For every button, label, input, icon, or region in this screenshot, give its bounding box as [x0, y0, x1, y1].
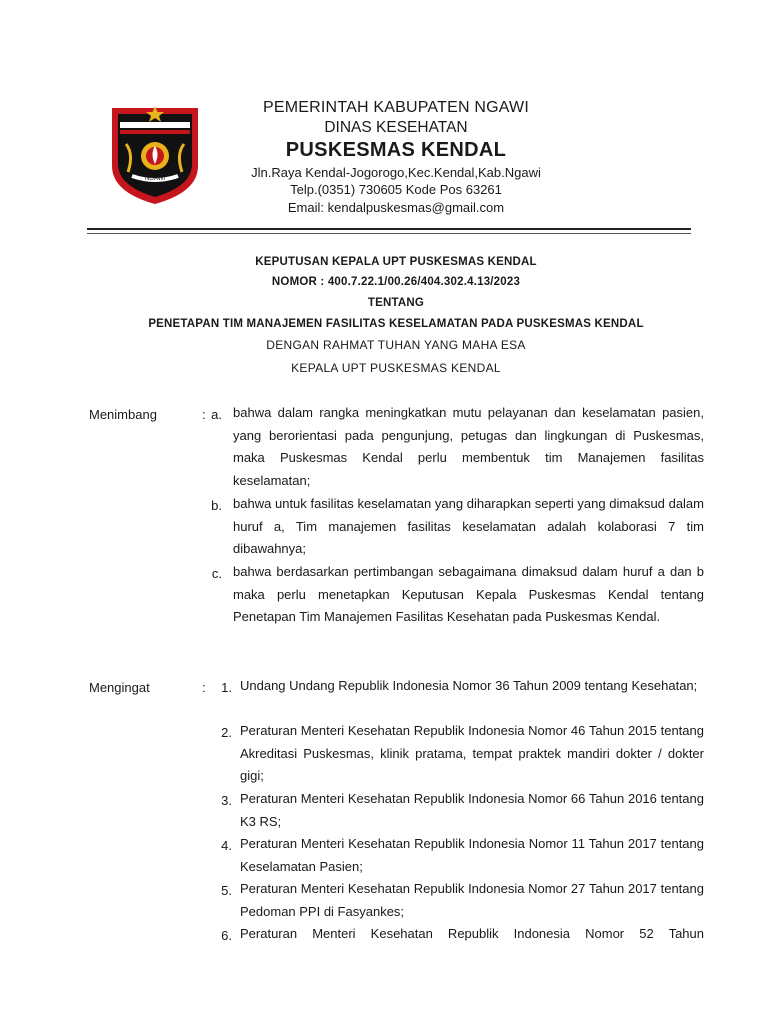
menimbang-item-mark: b.	[211, 498, 222, 513]
mengingat-item-mark: 3.	[221, 793, 232, 808]
mengingat-item-mark: 2.	[221, 725, 232, 740]
decree-blessing: DENGAN RAHMAT TUHAN YANG MAHA ESA	[266, 338, 526, 352]
mengingat-item-mark: 1.	[221, 680, 232, 695]
menimbang-item-mark: a.	[211, 407, 222, 422]
menimbang-item-text: bahwa dalam rangka meningkatkan mutu pelayanan dan keselamatan pasien, yang berorientasi pada pengunjung, petugas dan lingkungan di Puskesmas, maka Puskesmas Kendal perlu membentuk tim Manajemen fasilitas keselamatan;	[233, 405, 704, 488]
mengingat-colon: :	[202, 680, 206, 695]
menimbang-item-text: bahwa berdasarkan pertimbangan sebagaimana dimaksud dalam huruf a dan b maka perlu menetapkan Keputusan Kepala Puskesmas Kendal tentang Penetapan Tim Manajemen Fasilitas Kesehatan pada Puskesmas Kendal.	[233, 564, 704, 625]
mengingat-label: Mengingat	[89, 680, 150, 695]
government-name: PEMERINTAH KABUPATEN NGAWI	[263, 99, 529, 116]
ngawi-regency-logo	[108, 104, 202, 206]
mengingat-item-text: Undang Undang Republik Indonesia Nomor 36 Tahun 2009 tentang Kesehatan;	[240, 678, 698, 693]
menimbang-colon: :	[202, 407, 206, 422]
mengingat-item-mark: 5.	[221, 883, 232, 898]
decree-title: KEPUTUSAN KEPALA UPT PUSKESMAS KENDAL	[255, 256, 537, 268]
mengingat-item-text: Peraturan Menteri Kesehatan Republik Indonesia Nomor 46 Tahun 2015 tentang Akreditasi Puskesmas, klinik pratama, tempat praktek mandiri dokter / dokter gigi;	[240, 723, 704, 784]
letterhead-divider-thin	[87, 233, 691, 234]
decree-number: NOMOR : 400.7.22.1/00.26/404.302.4.13/2023	[271, 276, 521, 288]
letterhead-divider-thick	[87, 228, 691, 230]
mengingat-item-text: Peraturan Menteri Kesehatan Republik Indonesia Nomor 52 Tahun	[240, 926, 704, 941]
mengingat-item-mark: 6.	[221, 928, 232, 943]
decree-about: TENTANG	[367, 297, 425, 309]
menimbang-item-text: bahwa untuk fasilitas keselamatan yang diharapkan seperti yang dimaksud dalam huruf a, Tim manajemen fasilitas keselamatan adalah kolaborasi 7 tim dibawahnya;	[233, 496, 704, 557]
mengingat-item-text: Peraturan Menteri Kesehatan Republik Indonesia Nomor 27 Tahun 2017 tentang Pedoman PPI di Fasyankes;	[240, 881, 704, 919]
menimbang-label: Menimbang	[89, 407, 157, 422]
address-text: Jln.Raya Kendal-Jogorogo,Kec.Kendal,Kab.Ngawi	[251, 165, 541, 180]
mengingat-item-text: Peraturan Menteri Kesehatan Republik Indonesia Nomor 11 Tahun 2017 tentang Keselamatan Pasien;	[240, 836, 704, 874]
agency-name: DINAS KESEHATAN	[324, 119, 468, 136]
mengingat-item-mark: 4.	[221, 838, 232, 853]
svg-text:NGAWI: NGAWI	[144, 176, 166, 182]
menimbang-item-mark: c.	[211, 566, 222, 581]
decree-subject: PENETAPAN TIM MANAJEMEN FASILITAS KESELAMATAN PADA PUSKESMAS KENDAL	[148, 318, 644, 330]
email-text: Email: kendalpuskesmas@gmail.com	[287, 200, 505, 215]
institution-name: PUSKESMAS KENDAL	[285, 139, 507, 161]
mengingat-item-text: Peraturan Menteri Kesehatan Republik Indonesia Nomor 66 Tahun 2016 tentang K3 RS;	[240, 791, 704, 829]
phone-text: Telp.(0351) 730605 Kode Pos 63261	[290, 182, 502, 197]
decree-issuer: KEPALA UPT PUSKESMAS KENDAL	[291, 361, 501, 375]
regency-emblem-icon	[108, 104, 202, 206]
